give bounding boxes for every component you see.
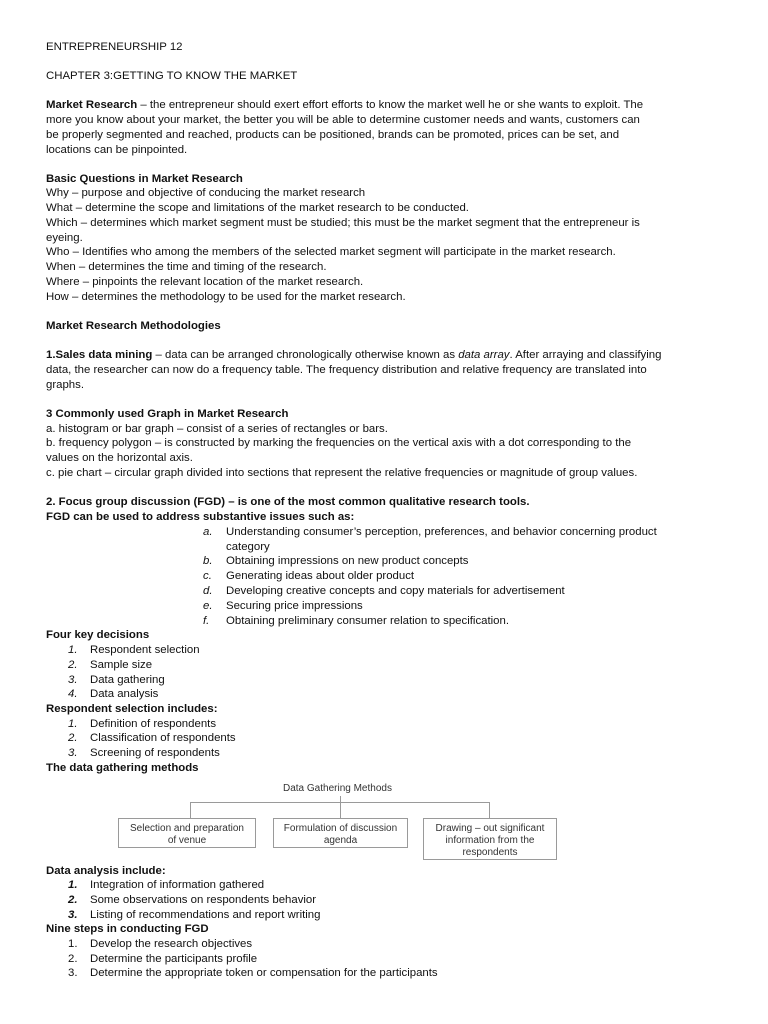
list-item: Sample size [90,659,153,671]
diagram-box-line: Selection and preparation [130,823,244,834]
course-title: ENTREPRENEURSHIP 12 [46,41,183,53]
diagram-box-line: respondents [462,847,518,858]
basic-line-which-cont: eyeing. [46,232,83,244]
sdm-line-1 [46,348,661,362]
basic-line-when: When – determines the time and timing of the research. [46,261,327,273]
intro-line-4: locations can be pinpointed. [46,144,188,156]
list-item: Data gathering [90,674,165,686]
list-item: Determine the appropriate token or compensation for the participants [90,967,438,979]
basic-line-how: How – determines the methodology to be used for the market research. [46,291,406,303]
graph-line-a: a. histogram or bar graph – consist of a series of rectangles or bars. [46,423,388,435]
list-number: 1. [68,879,78,891]
list-number: 1. [68,644,78,656]
methodologies-heading: Market Research Methodologies [46,320,221,332]
diagram-box-line: agenda [323,835,358,846]
basic-line-who: Who – Identifies who among the members of the selected market segment will participate in the market research. [46,246,616,258]
sdm-line-3: graphs. [46,379,84,391]
list-number: 2. [68,953,78,965]
fgd-item-letter: c. [203,570,212,582]
respondent-heading: Respondent selection includes: [46,703,218,715]
diagram-box-line: Drawing – out significant [435,823,545,834]
fgd-item-text: Obtaining impressions on new product concepts [226,555,469,567]
diagram-connector-middle [340,796,341,818]
fgd-item-text: Obtaining preliminary consumer relation to specification. [226,615,510,627]
diagram-box-line: Formulation of discussion [283,823,398,834]
list-number: 3. [68,747,78,759]
fgd-line-1: 2. Focus group discussion (FGD) – is one of the most common qualitative research tools. [46,496,530,508]
list-item: Respondent selection [90,644,200,656]
list-item: Classification of respondents [90,732,236,744]
intro-line-1 [46,98,643,112]
sdm-text-1: – data can be arranged chronologically otherwise known as [152,349,459,361]
list-item: Determine the participants profile [90,953,258,965]
intro-text-1: – the entrepreneur should exert effort efforts to know the market well he or she wants to exploit. The [137,99,644,111]
list-number: 4. [68,688,78,700]
diagram-box-drawing-out [423,818,557,860]
list-item: Listing of recommendations and report writing [90,909,321,921]
list-number: 1. [68,938,78,950]
fgd-line-2: FGD can be used to address substantive issues such as: [46,511,355,523]
data-array-term: data array [458,349,510,361]
diagram-box-venue [118,818,256,848]
graph-line-b-cont: values on the horizontal axis. [46,452,193,464]
fgd-item-text: Securing price impressions [226,600,363,612]
fgd-item-letter: b. [203,555,213,567]
basic-line-what: What – determine the scope and limitations of the market research to be conducted. [46,202,469,214]
list-number: 3. [68,967,78,979]
four-key-heading: Four key decisions [46,629,150,641]
list-item: Screening of respondents [90,747,220,759]
fgd-item-text: Understanding consumer’s perception, preferences, and behavior concerning product [226,526,657,538]
list-number: 1. [68,718,78,730]
diagram-connector-left [190,802,191,818]
diagram-connector-right [489,802,490,818]
list-number: 2. [68,894,78,906]
list-item: Definition of respondents [90,718,217,730]
fgd-item-letter: a. [203,526,213,538]
basic-line-which: Which – determines which market segment must be studied; this must be the market segment that the entrepreneur is [46,217,640,229]
nine-steps-heading: Nine steps in conducting FGD [46,923,209,935]
graph-line-c: c. pie chart – circular graph divided into sections that represent the relative frequencies or magnitude of group values. [46,467,638,479]
market-research-term: Market Research [46,99,138,111]
chapter-title: CHAPTER 3:GETTING TO KNOW THE MARKET [46,70,298,82]
fgd-item-letter: f. [203,615,210,627]
basic-line-where: Where – pinpoints the relevant location of the market research. [46,276,364,288]
list-number: 3. [68,909,78,921]
diagram-title: Data Gathering Methods [283,783,392,794]
list-item: Some observations on respondents behavior [90,894,317,906]
basic-questions-heading: Basic Questions in Market Research [46,173,243,185]
fgd-item-text: category [226,541,270,553]
graph-line-b: b. frequency polygon – is constructed by marking the frequencies on the vertical axis with a dot corresponding to the [46,437,632,449]
list-number: 2. [68,732,78,744]
intro-line-3: be properly segmented and reached, products can be positioned, brands can be promoted, prices can be set, and [46,129,620,141]
fgd-item-text: Generating ideas about older product [226,570,415,582]
list-number: 3. [68,674,78,686]
sdm-text-2: . After arraying and classifying [509,349,662,361]
fgd-item-letter: d. [203,585,213,597]
list-item: Data analysis [90,688,159,700]
list-item: Integration of information gathered [90,879,265,891]
data-gathering-heading: The data gathering methods [46,762,199,774]
diagram-box-line: of venue [167,835,207,846]
fgd-item-letter: e. [203,600,213,612]
fgd-item-text: Developing creative concepts and copy materials for advertisement [226,585,565,597]
list-number: 2. [68,659,78,671]
basic-line-why: Why – purpose and objective of conducing the market research [46,187,366,199]
graphs-heading: 3 Commonly used Graph in Market Research [46,408,289,420]
intro-line-2: more you know about your market, the better you will be able to determine customer needs and wants, customers can [46,114,640,126]
sdm-line-2: data, the researcher can now do a frequency table. The frequency distribution and relative frequency are translated into [46,364,647,376]
list-item: Develop the research objectives [90,938,253,950]
diagram-box-line: information from the [445,835,535,846]
data-analysis-heading: Data analysis include: [46,865,166,877]
sdm-term: 1.Sales data mining [46,349,153,361]
diagram-box-agenda [273,818,408,848]
